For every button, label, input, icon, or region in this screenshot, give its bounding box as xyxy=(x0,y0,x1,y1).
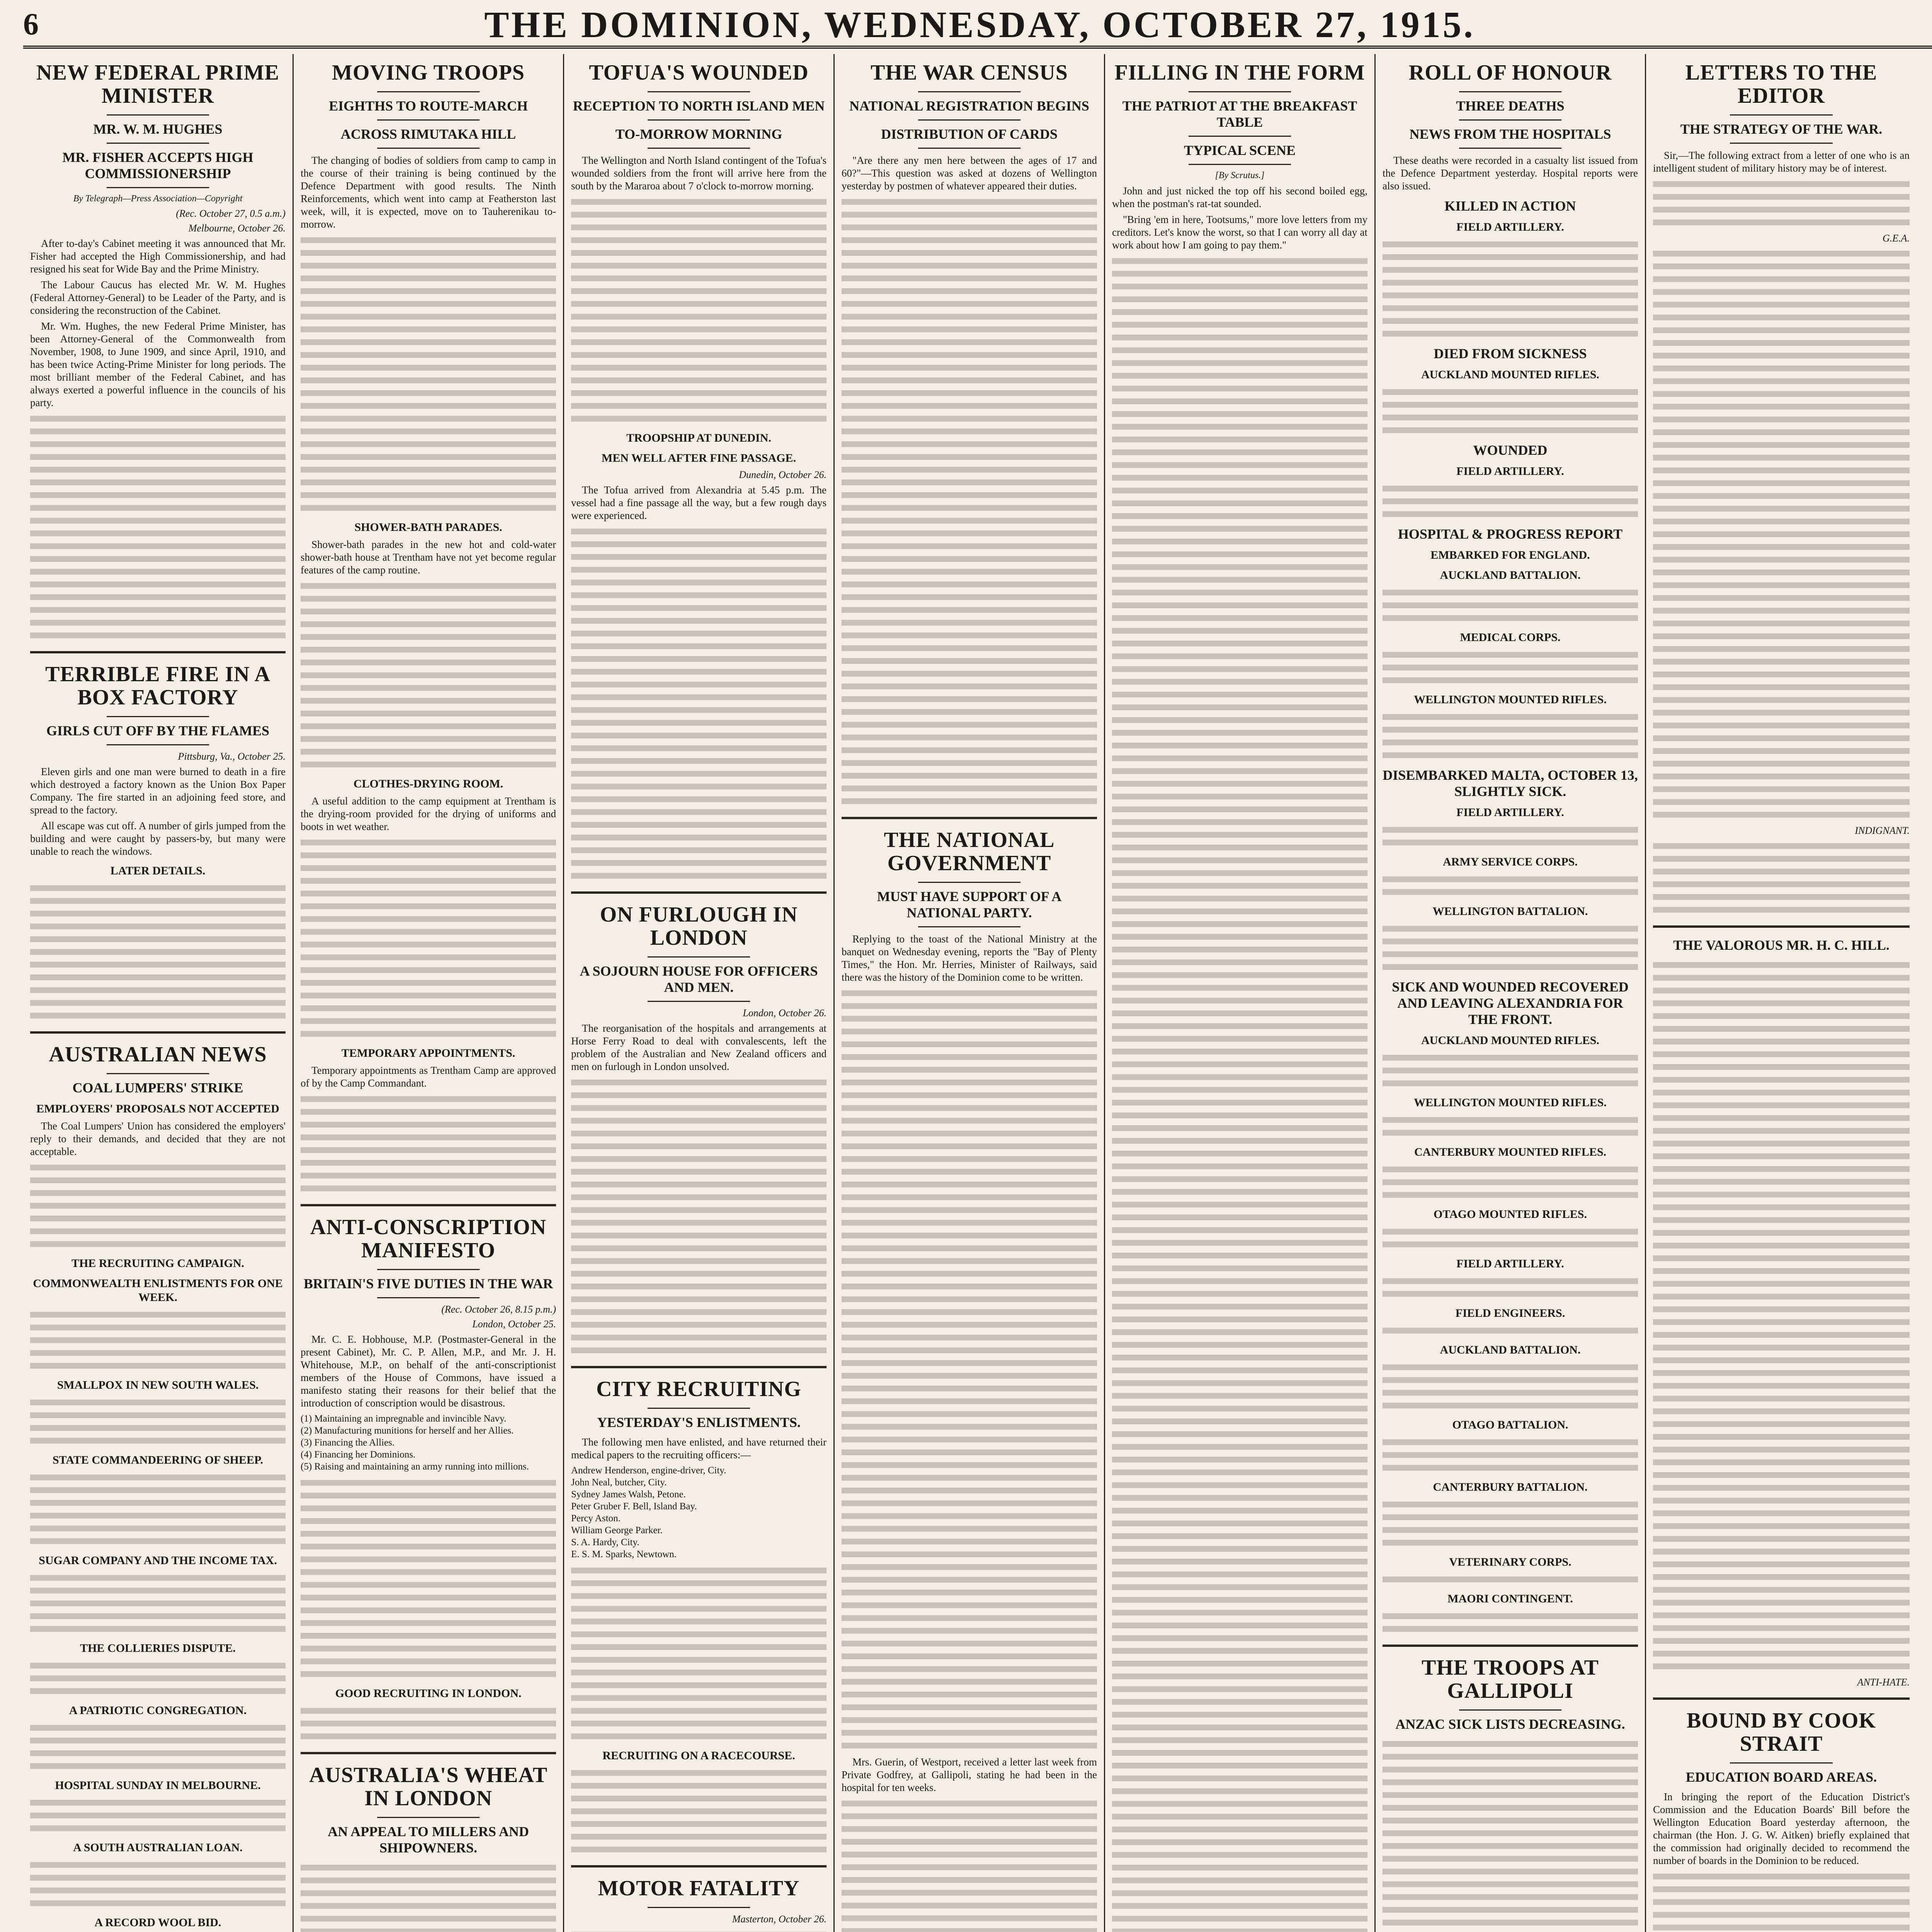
subhead-collieries: THE COLLIERIES DISPUTE. xyxy=(80,1642,236,1655)
subhead-enlistments: COMMONWEALTH ENLISTMENTS FOR ONE WEEK. xyxy=(33,1277,283,1304)
dateline-place: Pittsburg, Va., October 25. xyxy=(178,751,286,762)
column-5 xyxy=(1105,54,1376,1932)
article-paragraph: The Tofua arrived from Alexandria at 5.45 p.m. The vessel had a fine passage all the way, but a few rough days were experienced. xyxy=(571,484,827,521)
text-block xyxy=(1383,823,1638,849)
article-paragraph: Shower-bath parades in the new hot and cold-water shower-bath house at Trentham have not yet become regular features of the camp routine. xyxy=(301,539,556,576)
text-block xyxy=(301,234,556,514)
text-block xyxy=(1383,1163,1638,1201)
unit-heading: MAORI CONTINGENT. xyxy=(1447,1592,1573,1605)
subhead-three-deaths: THREE DEATHS xyxy=(1456,98,1565,114)
unit-heading: AUCKLAND BATTALION. xyxy=(1440,1344,1581,1356)
text-block xyxy=(301,836,556,1040)
text-block xyxy=(1653,840,1910,916)
text-block xyxy=(1112,255,1367,1932)
headline-moving-troops: MOVING TROOPS xyxy=(332,61,525,85)
text-block xyxy=(30,1308,286,1372)
article-paragraph: Replying to the toast of the National Ministry at the banquet on Wednesday evening, reports the "Bay of Plenty Times," the Hon. Mr. Herries, Minister of Railways, said there was the history of the Dominion come to be written. xyxy=(842,933,1097,983)
column-6 xyxy=(1376,54,1646,1932)
text-block xyxy=(1383,648,1638,687)
column-4 xyxy=(835,54,1105,1932)
letter-signature: ANTI-HATE. xyxy=(1857,1677,1910,1688)
dateline-place: London, October 25. xyxy=(472,1318,556,1330)
article-paragraph: The changing of bodies of soldiers from camp to camp in the course of their training is being continued by the Defence Department with good results. The Ninth Reinforcements, which went into camp at Featherston last week, will, it is expected, move on to Tauherenikau to-morrow. xyxy=(301,155,556,230)
article-paragraph: John and just nicked the top off his second boiled egg, when the postman's rat-tat sounded. xyxy=(1112,185,1367,209)
byline: By Telegraph—Press Association—Copyright xyxy=(73,194,243,204)
dateline-place: Dunedin, October 26. xyxy=(739,469,827,480)
subhead-tomorrow: TO-MORROW MORNING xyxy=(615,126,782,142)
subhead-fisher: MR. FISHER ACCEPTS HIGH COMMISSIONERSHIP xyxy=(62,150,253,181)
list-item: John Neal, butcher, City. xyxy=(571,1477,667,1488)
subhead-sugar: SUGAR COMPANY AND THE INCOME TAX. xyxy=(39,1554,277,1567)
unit-heading: OTAGO MOUNTED RIFLES. xyxy=(1434,1208,1587,1221)
text-block xyxy=(842,1797,1097,1932)
text-block xyxy=(1383,1225,1638,1251)
subhead-drying-room: CLOTHES-DRYING ROOM. xyxy=(353,777,503,790)
byline: [By Scrutus.] xyxy=(1215,170,1265,180)
article-paragraph: In bringing the report of the Education District's Commission and the Education Boards' Bill before the Wellington Education Board yesterday afternoon, the chairman (the Hon. J. G. W. Aitken) briefly explained that the commission had originally decided to recommend the number of boards in the Dominion to be reduced. xyxy=(1653,1791,1910,1866)
text-block xyxy=(30,1161,286,1250)
unit-heading: CANTERBURY MOUNTED RIFLES. xyxy=(1414,1146,1607,1158)
text-block xyxy=(1383,1573,1638,1586)
unit-heading: ARMY SERVICE CORPS. xyxy=(1443,855,1578,868)
subhead-congregation: A PATRIOTIC CONGREGATION. xyxy=(69,1704,247,1717)
text-block xyxy=(1383,1436,1638,1474)
article-paragraph: The reorganisation of the hospitals and arrangements at Horse Ferry Road to deal with convalescents, left the problem of the Australian and New Zealand officers and men on furlough in London unsolved. xyxy=(571,1022,827,1072)
masthead xyxy=(23,3,1932,49)
list-item: (2) Manufacturing munitions for herself and her Allies. xyxy=(301,1425,514,1436)
subhead-hospitals: NEWS FROM THE HOSPITALS xyxy=(1409,126,1611,142)
letter-signature: INDIGNANT. xyxy=(1855,825,1910,836)
text-block xyxy=(571,1928,827,1932)
text-block xyxy=(301,1476,556,1680)
text-block xyxy=(571,196,827,425)
section-malta: DISEMBARKED MALTA, OCTOBER 13, SLIGHTLY SICK. xyxy=(1383,767,1638,799)
dateline-place: London, October 26. xyxy=(743,1007,827,1019)
unit-heading: AUCKLAND MOUNTED RIFLES. xyxy=(1421,368,1599,381)
text-block xyxy=(1383,482,1638,520)
headline-filling-form: FILLING IN THE FORM xyxy=(1114,61,1365,85)
subhead-rimutaka: ACROSS RIMUTAKA HILL xyxy=(340,126,516,142)
headline-australian-news: AUSTRALIAN NEWS xyxy=(49,1043,267,1066)
subhead-five-duties: BRITAIN'S FIVE DUTIES IN THE WAR xyxy=(303,1276,553,1291)
text-block xyxy=(571,1767,827,1856)
subhead-strategy: THE STRATEGY OF THE WAR. xyxy=(1680,121,1883,137)
duties-list xyxy=(301,1413,556,1473)
unit-heading: AUCKLAND MOUNTED RIFLES. xyxy=(1421,1034,1599,1047)
section-died: DIED FROM SICKNESS xyxy=(1434,346,1587,361)
subhead-enlistments: YESTERDAY'S ENLISTMENTS. xyxy=(597,1415,801,1430)
text-block xyxy=(1383,1051,1638,1090)
column-3 xyxy=(564,54,835,1932)
list-item: Andrew Henderson, engine-driver, City. xyxy=(571,1465,726,1476)
unit-heading: OTAGO BATTALION. xyxy=(1452,1418,1568,1431)
article-paragraph: The following men have enlisted, and have returned their medical papers to the recruiting officers:— xyxy=(571,1436,827,1461)
subhead-sheep: STATE COMMANDEERING OF SHEEP. xyxy=(52,1454,264,1466)
article-paragraph: "Are there any men here between the ages of 17 and 60?"—This question was asked at dozens of Wellington yesterday by postmen of whatever appeared their duties. xyxy=(842,155,1097,192)
text-block xyxy=(1383,1275,1638,1300)
subhead-appointments: TEMPORARY APPOINTMENTS. xyxy=(341,1047,515,1060)
headline-war-census: THE WAR CENSUS xyxy=(871,61,1068,85)
text-block xyxy=(1383,1498,1638,1549)
subhead-typical-scene: TYPICAL SCENE xyxy=(1184,143,1296,158)
subhead-registration: NATIONAL REGISTRATION BEGINS xyxy=(849,98,1089,114)
list-item: E. S. M. Sparks, Newtown. xyxy=(571,1549,677,1560)
text-block xyxy=(30,882,286,1022)
article-paragraph: The Labour Caucus has elected Mr. W. M. Hughes (Federal Attorney-General) to be Leader of the Party, and is considering the reconstruction of the Cabinet. xyxy=(30,279,286,316)
section-wounded: WOUNDED xyxy=(1473,442,1548,458)
subhead-cards: DISTRIBUTION OF CARDS xyxy=(881,126,1058,142)
list-item: (4) Financing her Dominions. xyxy=(301,1449,416,1460)
subhead-smallpox: SMALLPOX IN NEW SOUTH WALES. xyxy=(57,1379,259,1391)
subhead-millers: AN APPEAL TO MILLERS AND SHIPOWNERS. xyxy=(328,1824,529,1855)
unit-heading: WELLINGTON MOUNTED RIFLES. xyxy=(1414,693,1607,706)
text-block xyxy=(301,580,556,771)
subhead-eighths: EIGHTHS TO ROUTE-MARCH xyxy=(329,98,528,114)
subhead-fine-passage: MEN WELL AFTER FINE PASSAGE. xyxy=(601,452,796,464)
headline-gallipoli: THE TROOPS AT GALLIPOLI xyxy=(1421,1656,1599,1703)
article-paragraph: The Wellington and North Island contingent of the Tofua's wounded soldiers from the front will arrive here from the south by the Mararoa about 7 o'clock to-morrow morning. xyxy=(571,155,827,192)
article-paragraph: After to-day's Cabinet meeting it was announced that Mr. Fisher had accepted the High Commissionership, and had resigned his seat for Wide Bay and the Prime Ministry. xyxy=(30,238,286,275)
page-number: 6 xyxy=(23,7,39,41)
list-item: Percy Aston. xyxy=(571,1513,621,1524)
column-7 xyxy=(1646,54,1917,1932)
section-killed: KILLED IN ACTION xyxy=(1444,198,1576,214)
unit-heading: WELLINGTON BATTALION. xyxy=(1432,905,1588,918)
unit-heading: EMBARKED FOR ENGLAND. xyxy=(1430,549,1590,561)
text-block xyxy=(1383,1610,1638,1635)
text-block xyxy=(1653,959,1910,1673)
headline-tofua-wounded: TOFUA'S WOUNDED xyxy=(589,61,809,85)
headline-box-factory-fire: TERRIBLE FIRE IN A BOX FACTORY xyxy=(45,662,270,709)
unit-heading: VETERINARY CORPS. xyxy=(1449,1556,1571,1568)
dateline: (Rec. October 27, 0.5 a.m.) xyxy=(176,208,286,219)
unit-heading: WELLINGTON MOUNTED RIFLES. xyxy=(1414,1096,1607,1109)
headline-city-recruiting: CITY RECRUITING xyxy=(596,1377,801,1401)
subhead-sojourn: A SOJOURN HOUSE FOR OFFICERS AND MEN. xyxy=(580,963,818,995)
unit-heading: FIELD ARTILLERY. xyxy=(1456,1257,1564,1270)
subhead-reception: RECEPTION TO NORTH ISLAND MEN xyxy=(573,98,825,114)
headline-prime-minister: NEW FEDERAL PRIME MINISTER xyxy=(36,61,279,108)
text-block xyxy=(842,196,1097,808)
text-block xyxy=(30,1396,286,1447)
text-block xyxy=(1653,1870,1910,1932)
subhead-wool-bid: A RECORD WOOL BID. xyxy=(94,1916,221,1929)
text-block xyxy=(30,1659,286,1697)
letter-signature: G.E.A. xyxy=(1882,233,1910,244)
dateline: (Rec. October 26, 8.15 p.m.) xyxy=(441,1304,556,1315)
subhead-education-board: EDUCATION BOARD AREAS. xyxy=(1685,1769,1877,1785)
headline-anti-conscription: ANTI-CONSCRIPTION MANIFESTO xyxy=(310,1215,547,1262)
unit-heading: FIELD ARTILLERY. xyxy=(1456,806,1564,819)
unit-heading: FIELD ARTILLERY. xyxy=(1456,221,1564,233)
article-paragraph: All escape was cut off. A number of girls jumped from the building and were caught by passers-by, but many were unable to reach the windows. xyxy=(30,820,286,857)
text-block xyxy=(571,1076,827,1357)
text-block xyxy=(30,1471,286,1548)
subhead-hughes: MR. W. M. HUGHES xyxy=(93,121,223,137)
list-item: Sydney James Walsh, Petone. xyxy=(571,1489,686,1500)
text-block xyxy=(1383,1324,1638,1337)
unit-heading: CANTERBURY BATTALION. xyxy=(1433,1481,1588,1493)
subhead-valorous-hill: THE VALOROUS MR. H. C. HILL. xyxy=(1673,937,1889,953)
column-2 xyxy=(294,54,564,1932)
column-1 xyxy=(23,54,294,1932)
unit-heading: FIELD ENGINEERS. xyxy=(1455,1307,1565,1320)
headline-cook-strait: BOUND BY COOK STRAIT xyxy=(1686,1709,1876,1756)
text-block xyxy=(30,1571,286,1635)
text-block xyxy=(30,412,286,642)
headline-national-government: THE NATIONAL GOVERNMENT xyxy=(884,828,1055,875)
subhead-recruiting: THE RECRUITING CAMPAIGN. xyxy=(71,1257,244,1270)
text-block xyxy=(301,1704,556,1743)
unit-heading: MEDICAL CORPS. xyxy=(1460,631,1561,644)
newspaper-title: THE DOMINION, WEDNESDAY, OCTOBER 27, 1915. xyxy=(484,3,1475,45)
text-block xyxy=(1383,586,1638,624)
article-paragraph: Mr. C. E. Hobhouse, M.P. (Postmaster-General in the present Cabinet), Mr. C. P. Allen, M.P., and Mr. J. H. Whitehouse, M.P., on behalf of the anti-conscriptionist members of the House of Commons, have issued a manifesto stating their reasons for their belief that the introduction of conscription would be disastrous. xyxy=(301,1333,556,1409)
dateline-place: Masterton, October 26. xyxy=(732,1913,827,1925)
enlistment-list xyxy=(571,1464,827,1560)
columns xyxy=(23,54,1932,1932)
article-paragraph: These deaths were recorded in a casualty list issued from the Defence Department yesterday. Hospital reports were also issued. xyxy=(1383,155,1638,192)
unit-heading: FIELD ARTILLERY. xyxy=(1456,465,1564,478)
text-block xyxy=(571,1564,827,1743)
article-paragraph: "Bring 'em in here, Tootsums," more love letters from my creditors. Let's know the worst, so that I can worry all day at work about how I am going to pay them." xyxy=(1112,214,1367,251)
subhead-national-party: MUST HAVE SUPPORT OF A NATIONAL PARTY. xyxy=(877,889,1062,920)
text-block xyxy=(1383,1738,1638,1932)
dateline-place: Melbourne, October 26. xyxy=(188,223,286,234)
article-paragraph: Sir,—The following extract from a letter of one who is an intelligent student of military history may be of interest. xyxy=(1653,150,1910,174)
subhead-coal-lumpers: COAL LUMPERS' STRIKE xyxy=(72,1080,243,1095)
subhead-troopship: TROOPSHIP AT DUNEDIN. xyxy=(626,432,771,444)
subhead-girls-cut-off: GIRLS CUT OFF BY THE FLAMES xyxy=(46,723,270,738)
text-block xyxy=(1383,238,1638,340)
headline-roll-of-honour: ROLL OF HONOUR xyxy=(1408,61,1612,85)
article-paragraph: Mr. Wm. Hughes, the new Federal Prime Minister, has been Attorney-General of the Commonwealth from November, 1908, to June 1909, and since April, 1910, and has been twice Acting-Prime Minister for long periods. The most brilliant member of the Federal Cabinet, and has always exerted a powerful influence in the councils of his party. xyxy=(30,320,286,408)
text-block xyxy=(301,1093,556,1195)
text-block xyxy=(1653,178,1910,229)
text-block xyxy=(1383,711,1638,762)
list-item: S. A. Hardy, City. xyxy=(571,1537,639,1548)
subhead-breakfast-table: THE PATRIOT AT THE BREAKFAST TABLE xyxy=(1122,98,1357,130)
subhead-hospital-sunday: HOSPITAL SUNDAY IN MELBOURNE. xyxy=(55,1779,261,1792)
text-block xyxy=(1383,1361,1638,1412)
article-paragraph: The Coal Lumpers' Union has considered the employers' reply to their demands, and decided that they are not acceptable. xyxy=(30,1120,286,1157)
list-item: Peter Gruber F. Bell, Island Bay. xyxy=(571,1501,697,1512)
text-block xyxy=(1383,386,1638,437)
text-block xyxy=(1383,873,1638,898)
headline-motor-fatality: MOTOR FATALITY xyxy=(598,1876,800,1900)
text-block xyxy=(1653,247,1910,821)
article-paragraph: A useful addition to the camp equipment at Trentham is the drying-room provided for the drying of uniforms and boots in wet weather. xyxy=(301,795,556,832)
subhead-sa-loan: A SOUTH AUSTRALIAN LOAN. xyxy=(73,1841,243,1854)
text-block xyxy=(30,1859,286,1910)
section-recovered: SICK AND WOUNDED RECOVERED AND LEAVING ALEXANDRIA FOR THE FRONT. xyxy=(1392,979,1629,1027)
subhead-shower-bath: SHOWER-BATH PARADES. xyxy=(354,521,502,534)
unit-heading: AUCKLAND BATTALION. xyxy=(1440,569,1581,582)
article-paragraph: Eleven girls and one man were burned to death in a fire which destroyed a factory known as the Union Box Paper Company. The fire started in an adjoining feed store, and spread to the factory. xyxy=(30,766,286,816)
text-block xyxy=(1383,922,1638,973)
article-paragraph: Mrs. Guerin, of Westport, received a letter last week from Private Godfrey, at Gallipoli, stating he had been in the hospital for ten weeks. xyxy=(842,1756,1097,1793)
subhead-later-details: LATER DETAILS. xyxy=(110,864,206,877)
text-block xyxy=(1383,1114,1638,1139)
list-item: (3) Financing the Allies. xyxy=(301,1437,395,1448)
text-block xyxy=(842,987,1097,1752)
headline-furlough: ON FURLOUGH IN LONDON xyxy=(600,903,798,950)
headline-letters: LETTERS TO THE EDITOR xyxy=(1685,61,1878,108)
text-block xyxy=(30,1721,286,1772)
list-item: (5) Raising and maintaining an army running into millions. xyxy=(301,1461,529,1472)
subhead-good-recruiting: GOOD RECRUITING IN LONDON. xyxy=(335,1687,522,1700)
subhead-anzac-sick: ANZAC SICK LISTS DECREASING. xyxy=(1395,1716,1625,1732)
text-block xyxy=(30,1796,286,1835)
list-item: William George Parker. xyxy=(571,1525,663,1536)
subhead-racecourse: RECRUITING ON A RACECOURSE. xyxy=(602,1749,795,1762)
text-block xyxy=(301,1861,556,1932)
subhead-proposals: EMPLOYERS' PROPOSALS NOT ACCEPTED xyxy=(36,1102,279,1115)
text-block xyxy=(571,525,827,882)
section-hospital-report: HOSPITAL & PROGRESS REPORT xyxy=(1398,526,1623,542)
headline-wheat-london: AUSTRALIA'S WHEAT IN LONDON xyxy=(309,1763,548,1810)
list-item: (1) Maintaining an impregnable and invincible Navy. xyxy=(301,1413,507,1424)
article-paragraph: Temporary appointments as Trentham Camp are approved of by the Camp Commandant. xyxy=(301,1065,556,1089)
